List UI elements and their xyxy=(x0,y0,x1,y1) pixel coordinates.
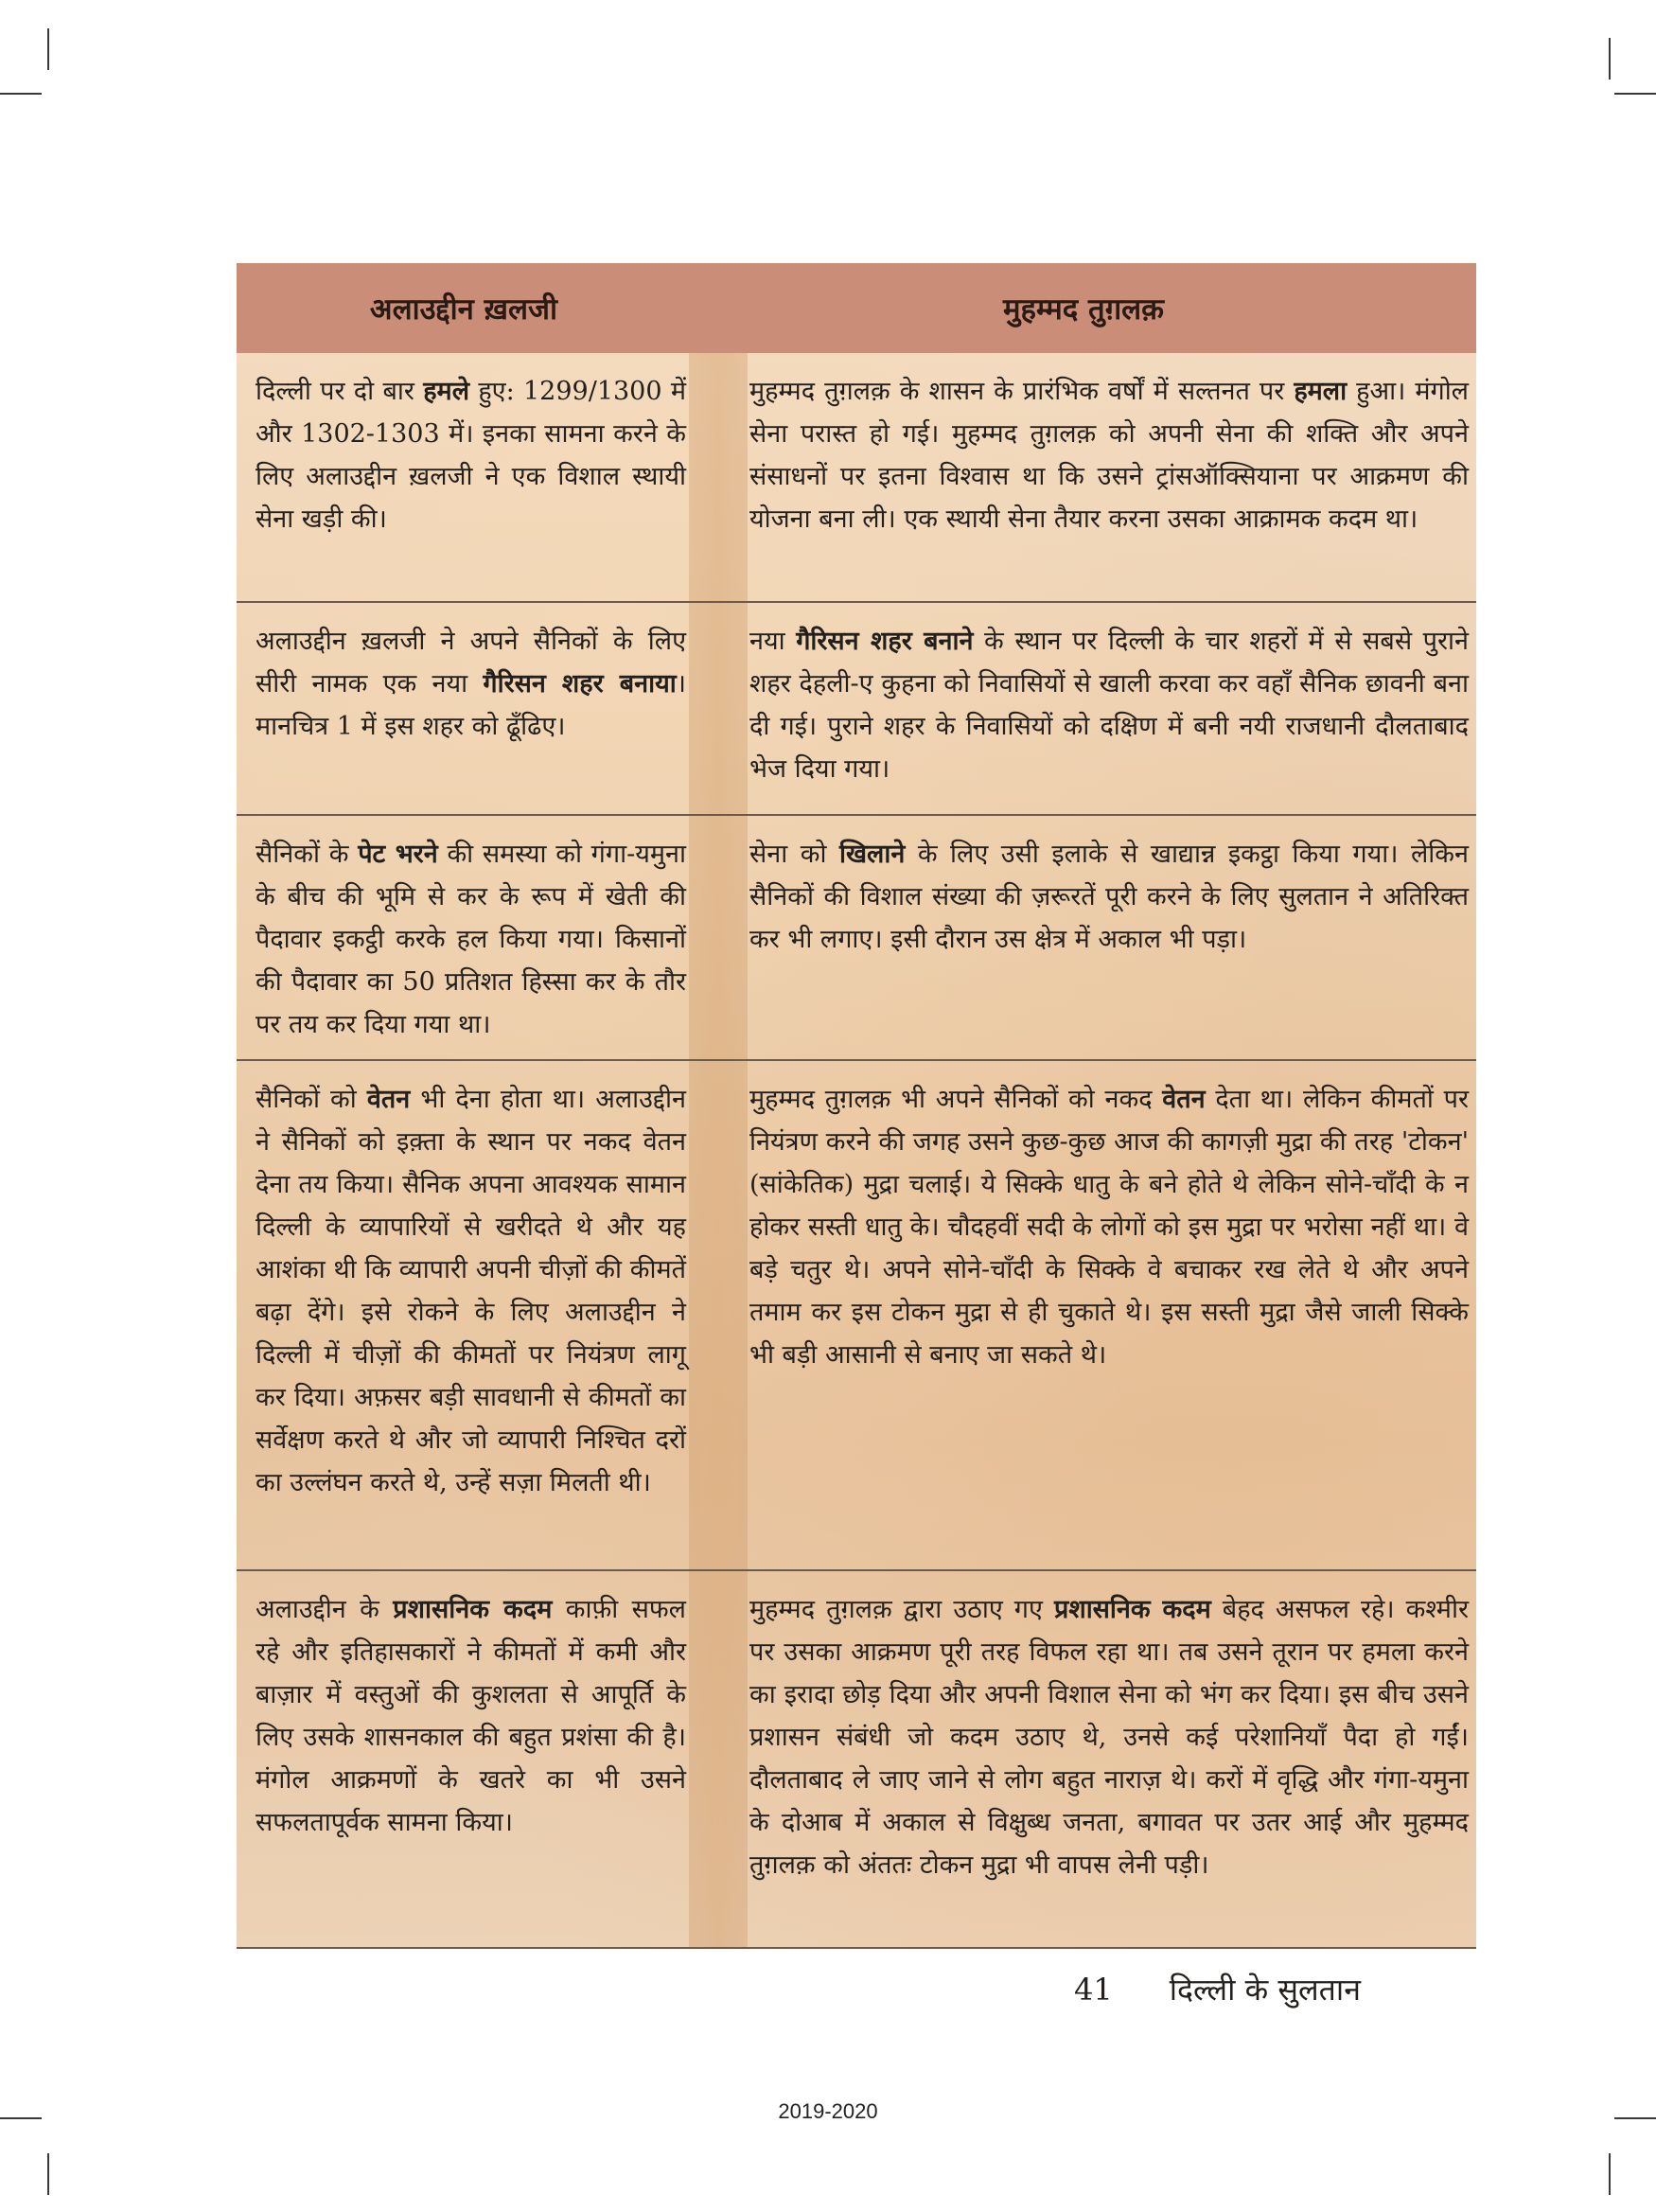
table-row xyxy=(237,353,1476,603)
cell-alauddin: सैनिकों को वेतन भी देना होता था। अलाउद्दीन ने सैनिकों को इक़्ता के स्थान पर नकद वेतन देना तय किया। सैनिक अपना आवश्यक सामान दिल्ली के व्यापारियों से खरीदते थे और यह आशंका थी कि व्यापारी अपनी चीज़ों की कीमतें बढ़ा देंगे। इसे रोकने के लिए अलाउद्दीन ने दिल्ली में चीज़ों की कीमतों पर नियंत्रण लागू कर दिया। अफ़सर बड़ी सावधानी से कीमतों का सर्वेक्षण करते थे और जो व्यापारी निश्चित दरों का उल्लंघन करते थे, उन्हें सज़ा मिलती थी। xyxy=(255,1085,686,1497)
table-row xyxy=(237,1571,1476,1949)
header-muhammad-tughlaq: मुहम्मद तुग़लक़ xyxy=(1002,292,1164,327)
cell-tughlaq: सेना को खिलाने के लिए उसी इलाके से खाद्यान्न इकट्ठा किया गया। लेकिन सैनिकों की विशाल संख्या की ज़रूरतें पूरी करने के लिए सुलतान ने अतिरिक्त कर भी लगाए। इसी दौरान उस क्षेत्र में अकाल भी पड़ा। xyxy=(749,840,1469,954)
table-row xyxy=(237,603,1476,816)
crop-mark xyxy=(1609,2153,1611,2195)
page-number: 41 xyxy=(1074,1972,1113,2008)
cell-tughlaq: मुहम्मद तुग़लक़ द्वारा उठाए गए प्रशासनिक कदम बेहद असफल रहे। कश्मीर पर उसका आक्रमण पूरी तरह विफल रहा था। तब उसने तूरान पर हमला करने का इरादा छोड़ दिया और अपनी विशाल सेना को भंग कर दिया। इस बीच उसने प्रशासन संबंधी जो कदम उठाए थे, उनसे कई परेशानियाँ पैदा हो गईं। दौलताबाद ले जाए जाने से लोग बहुत नाराज़ थे। करों में वृद्धि और गंगा-यमुना के दोआब में अकाल से विक्षुब्ध जनता, बगावत पर उतर आई और मुहम्मद तुग़लक़ को अंततः टोकन मुद्रा भी वापस लेनी पड़ी। xyxy=(749,1595,1469,1880)
cell-tughlaq: मुहम्मद तुग़लक़ भी अपने सैनिकों को नकद वेतन देता था। लेकिन कीमतों पर नियंत्रण करने की जगह उसने कुछ-कुछ आज की कागज़ी मुद्रा की तरह 'टोकन' (सांकेतिक) मुद्रा चलाई। ये सिक्के धातु के बने होते थे लेकिन सोने-चाँदी के न होकर सस्ती धातु के। चौदहवीं सदी के लोगों को इस मुद्रा पर भरोसा नहीं था। वे बड़े चतुर थे। अपने सोने-चाँदी के सिक्के वे बचाकर रख लेते थे और अपने तमाम कर इस टोकन मुद्रा से ही चुकाते थे। इस सस्ती मुद्रा जैसे जाली सिक्के भी बड़ी आसानी से बनाए जा सकते थे। xyxy=(749,1085,1469,1370)
cell-tughlaq: मुहम्मद तुग़लक़ के शासन के प्रारंभिक वर्षों में सल्तनत पर हमला हुआ। मंगोल सेना परास्त हो गई। मुहम्मद तुग़लक़ को अपनी सेना की शक्ति और अपने संसाधनों पर इतना विश्वास था कि उसने ट्रांसऑक्सियाना पर आक्रमण की योजना बना ली। एक स्थायी सेना तैयार करना उसका आक्रामक कदम था। xyxy=(749,377,1469,534)
table-row xyxy=(237,1061,1476,1571)
table-header xyxy=(237,263,1476,353)
crop-mark xyxy=(1609,38,1611,80)
crop-mark xyxy=(47,2153,49,2195)
table-body xyxy=(237,353,1476,1949)
edition-year: 2019-2020 xyxy=(778,2099,878,2123)
crop-mark xyxy=(0,93,42,95)
chapter-title: दिल्ली के सुलतान xyxy=(1169,1972,1361,2008)
comparison-table xyxy=(237,263,1476,1948)
crop-mark xyxy=(47,28,49,70)
cell-alauddin: सैनिकों के पेट भरने की समस्या को गंगा-यमुना के बीच की भूमि से कर के रूप में खेती की पैदावार इकट्ठी करके हल किया गया। किसानों की पैदावार का 50 प्रतिशत हिस्सा कर के तौर पर तय कर दिया गया था। xyxy=(255,840,686,1039)
cell-tughlaq: नया गैरिसन शहर बनाने के स्थान पर दिल्ली के चार शहरों में से सबसे पुराने शहर देहली-ए कुहना को निवासियों से खाली करवा कर वहाँ सैनिक छावनी बना दी गई। पुराने शहर के निवासियों को दक्षिण में बनी नयी राजधानी दौलताबाद भेज दिया गया। xyxy=(749,627,1469,784)
cell-alauddin: अलाउद्दीन ख़लजी ने अपने सैनिकों के लिए सीरी नामक एक नया गैरिसन शहर बनाया। मानचित्र 1 में इस शहर को ढूँढिए। xyxy=(255,627,686,741)
cell-alauddin: अलाउद्दीन के प्रशासनिक कदम काफ़ी सफल रहे और इतिहासकारों ने कीमतों में कमी और बाज़ार में वस्तुओं की कुशलता से आपूर्ति के लिए उसके शासनकाल की बहुत प्रशंसा की है। मंगोल आक्रमणों के खतरे का भी उसने सफलतापूर्वक सामना किया। xyxy=(255,1595,686,1837)
page-footer xyxy=(1074,1969,1361,2009)
header-alauddin: अलाउद्दीन ख़लजी xyxy=(369,292,558,327)
cell-alauddin: दिल्ली पर दो बार हमले हुए: 1299/1300 में और 1302-1303 में। इनका सामना करने के लिए अलाउद्दीन ख़लजी ने एक विशाल स्थायी सेना खड़ी की। xyxy=(255,377,686,534)
crop-mark xyxy=(1614,93,1656,95)
table-row xyxy=(237,816,1476,1061)
